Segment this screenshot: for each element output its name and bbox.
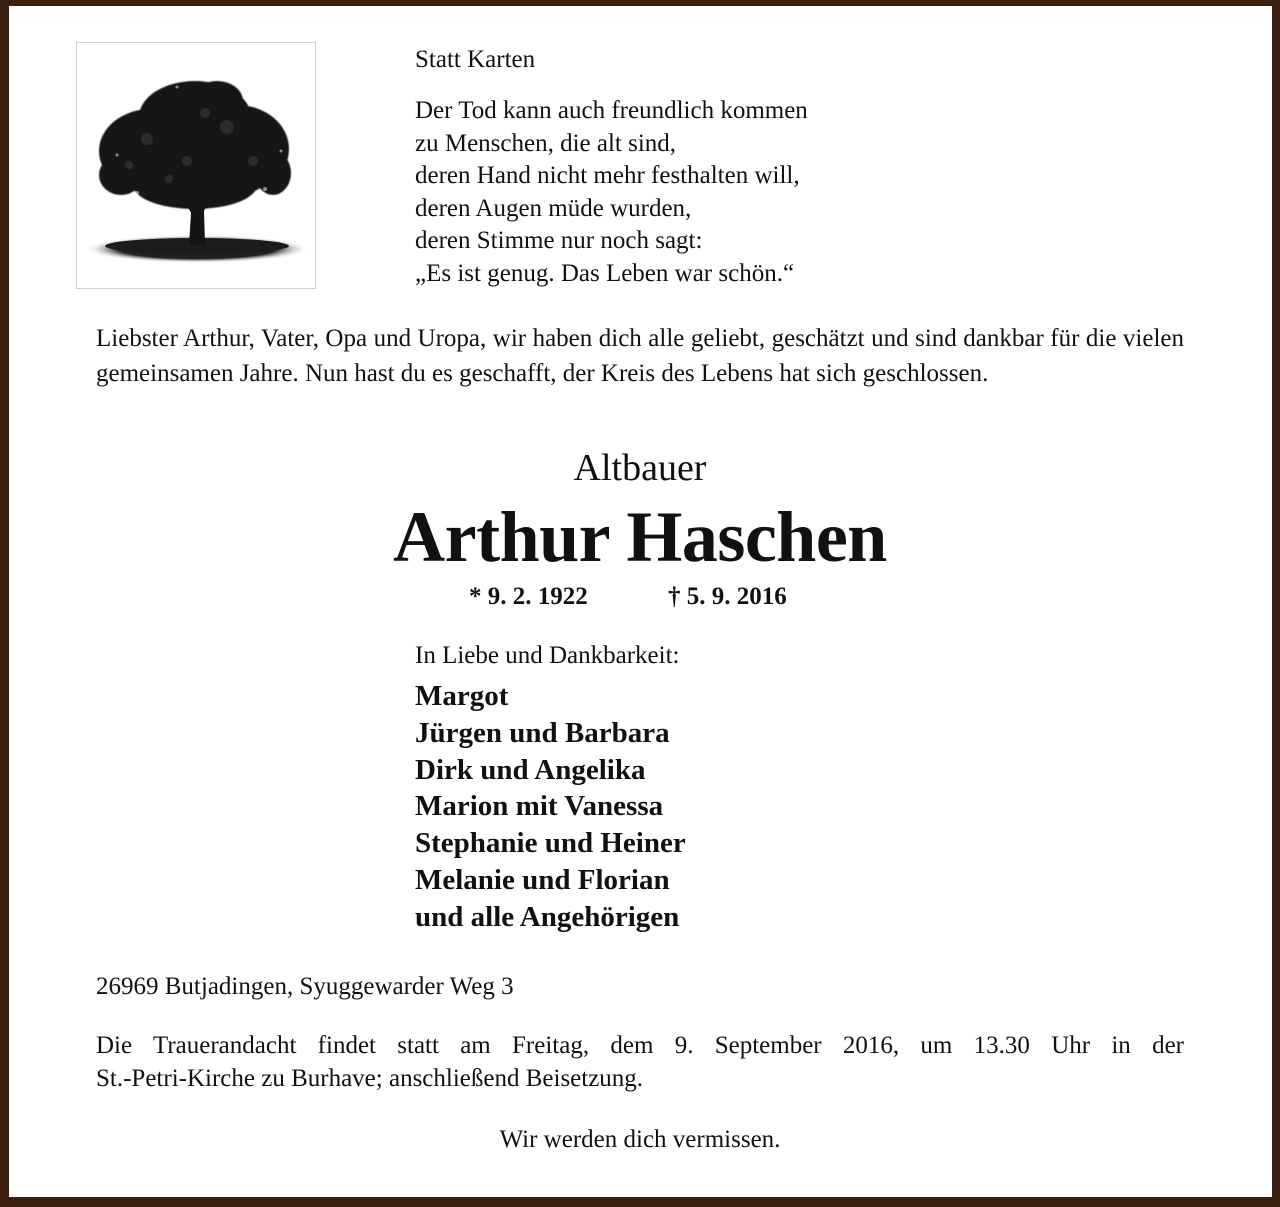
deceased-name: Arthur Haschen xyxy=(393,497,887,577)
tree-image xyxy=(76,42,316,289)
poem-line: „Es ist genug. Das Leben war schön.“ xyxy=(415,259,795,287)
intro-paragraph: Liebster Arthur, Vater, Opa und Uropa, wir haben dich alle geliebt, geschätzt und sind dankbar für die vielen gemeinsamen Jahre. Nun hast du es geschafft, der Kreis des Lebens hat sich geschlossen. xyxy=(96,325,1184,387)
mourners-list xyxy=(415,678,686,936)
mourner-name: Jürgen und Barbara xyxy=(415,716,670,749)
deceased-title: Altbauer xyxy=(573,447,707,489)
poem-line: deren Stimme nur noch sagt: xyxy=(415,227,703,254)
mourner-name: Melanie und Florian xyxy=(415,863,670,896)
service-info xyxy=(96,1029,1184,1095)
mourner-name: Marion mit Vanessa xyxy=(415,790,664,823)
mourner-name: Dirk und Angelika xyxy=(415,753,646,786)
mourner-name: Stephanie und Heiner xyxy=(415,827,686,860)
statt-karten-label: Statt Karten xyxy=(415,46,536,73)
mourner-name: und alle Angehörigen xyxy=(415,900,680,933)
birth-date: * 9. 2. 1922 xyxy=(469,583,588,610)
poem-line: zu Menschen, die alt sind, xyxy=(415,129,677,157)
tree-icon xyxy=(77,43,315,288)
service-line: Die Trauerandacht findet statt am Freitag, dem 9. September 2016, um 13.30 Uhr in der xyxy=(96,1032,1184,1059)
poem-line: deren Augen müde wurden, xyxy=(415,194,692,222)
poem xyxy=(415,95,808,290)
poem-line: Der Tod kann auch freundlich kommen xyxy=(415,97,808,124)
closing-line: Wir werden dich vermissen. xyxy=(499,1126,781,1153)
family-address: 26969 Butjadingen, Syuggewarder Weg 3 xyxy=(96,973,514,1000)
service-line: St.-Petri-Kirche zu Burhave; anschließend Beisetzung. xyxy=(96,1065,644,1092)
death-date: † 5. 9. 2016 xyxy=(668,583,787,610)
mourner-name: Margot xyxy=(415,680,509,712)
poem-line: deren Hand nicht mehr festhalten will, xyxy=(415,162,800,189)
mourners-intro: In Liebe und Dankbarkeit: xyxy=(415,642,680,669)
